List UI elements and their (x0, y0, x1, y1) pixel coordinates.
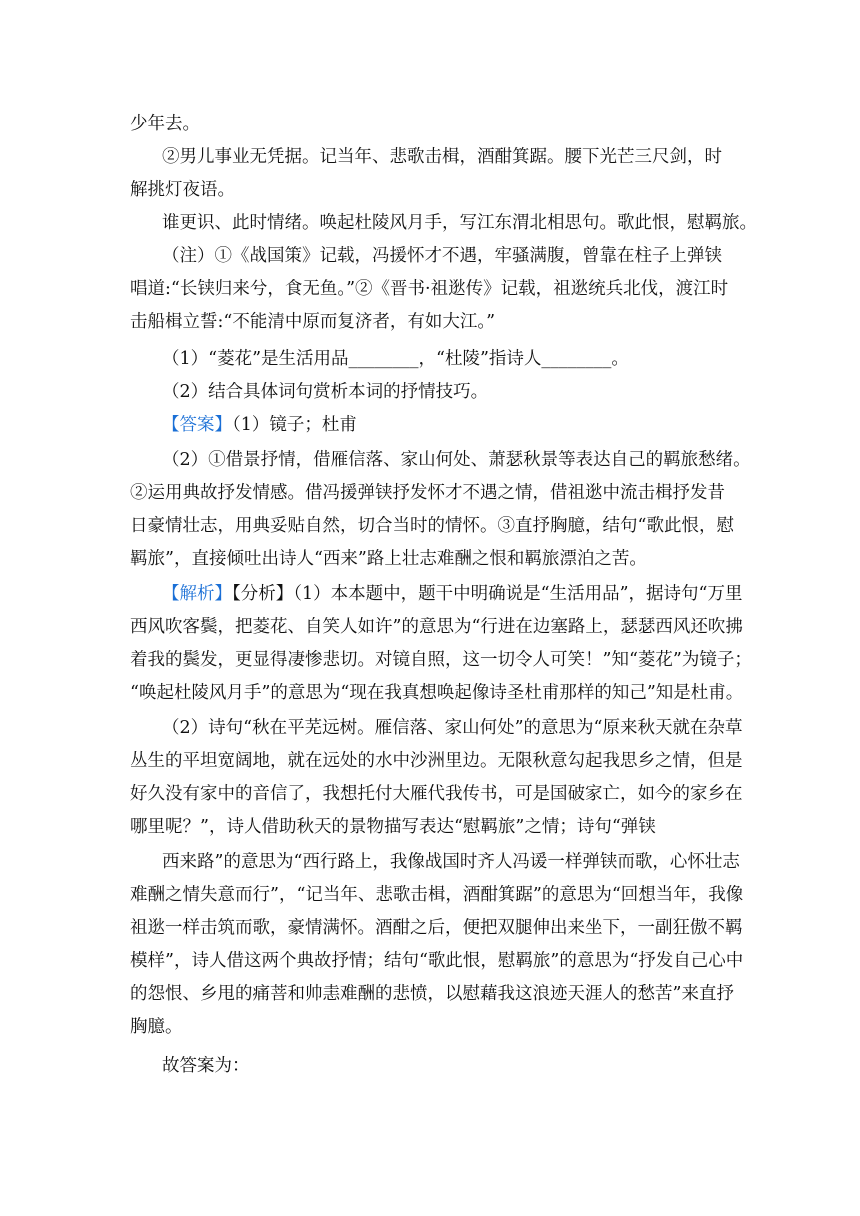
analysis-line: 西来路”的意思为“西行路上，我像战国时齐人冯谖一样弹铗而歌，心怀壮志 (162, 852, 740, 872)
analysis-line: 好久没有家中的音信了，我想托付大雁代我传书，可是国破家亡，如今的家乡在 (130, 784, 743, 804)
answer-line: ②运用典故抒发情感。借冯援弹铗抒发怀才不遇之情，借祖逖中流击楫抒发昔 (130, 483, 725, 503)
conclusion-line: 故答案为： (162, 1056, 250, 1076)
answer-line (162, 413, 357, 437)
analysis-line: 胸臆。 (130, 1017, 183, 1037)
analysis-line: 祖逖一样击筑而歌，豪情满怀。酒酣之后，便把双腿伸出来坐下，一副狂傲不羁 (130, 918, 743, 938)
text-line: ②男儿事业无凭据。记当年、悲歌击楫，酒酣箕踞。腰下光芒三尺剑，时 (162, 147, 722, 167)
note-line: 唱道:“长铗归来兮，食无鱼。”②《晋书·祖逖传》记载，祖逖统兵北伐，渡江时 (130, 279, 729, 299)
answer-line: 日豪情壮志，用典妥贴自然，切合当时的情怀。③直抒胸臆，结句“歌此恨，慰 (130, 516, 734, 536)
analysis-line: “唤起杜陵风月手”的意思为“现在我真想唤起像诗圣杜甫那样的知己”知是杜甫。 (130, 683, 744, 703)
analysis-line (162, 582, 742, 606)
analysis-line: 西风吹客鬓，把菱花、自笑人如许”的意思为“行进在边塞路上，瑟瑟西风还吹拂 (130, 617, 743, 637)
text-line: 解挑灯夜语。 (130, 180, 235, 200)
analysis-line: 哪里呢？”，诗人借助秋天的景物描写表达“慰羁旅”之情；诗句“弹铗 (130, 817, 656, 837)
analysis-line: 难酬之情失意而行”，“记当年、悲歌击楫，酒酣箕踞”的意思为“回想当年，我像 (130, 885, 744, 905)
text-line: 少年去。 (130, 114, 200, 134)
answer-text: （1）镜子；杜甫 (232, 415, 357, 435)
note-line: （注）①《战国策》记载，冯援怀才不遇，牢骚满腹，曾靠在柱子上弹铗 (162, 246, 722, 266)
analysis-line: 着我的鬓发，更显得凄惨悲切。对镜自照，这一切令人可笑！”知“菱花”为镜子； (130, 650, 752, 670)
analysis-line: 丛生的平坦宽阔地，就在远处的水中沙洲里边。无限秋意勾起我思乡之情，但是 (130, 751, 743, 771)
analysis-line: 的怨恨、乡甩的痛菩和帅恚难酬的悲愤，以慰藉我这浪迹天涯人的愁苦”来直抒 (130, 984, 734, 1004)
question-line: （1）“菱花”是生活用品________，“杜陵”指诗人________。 (162, 349, 629, 369)
analysis-text: 【分析】（1）本本题中，题干中明确说是“生活用品”，据诗句“万里 (232, 584, 743, 604)
text-line: 谁更识、此时情绪。唤起杜陵风月手，写江东渭北相思句。歌此恨，慰羁旅。 (162, 213, 757, 233)
analysis-line: （2）诗句“秋在平芜远树。雁信落、家山何处”的意思为“原来秋天就在杂草 (162, 718, 743, 738)
answer-line: （2）①借景抒情，借雁信落、家山何处、萧瑟秋景等表达自己的羁旅愁绪。 (162, 450, 751, 470)
analysis-tag: 【解析】 (162, 584, 232, 604)
question-line: （2）结合具体词句赏析本词的抒情技巧。 (162, 382, 489, 402)
answer-tag: 【答案】 (162, 415, 232, 435)
answer-line: 羁旅”，直接倾吐出诗人“西来”路上壮志难酬之恨和羁旅漂泊之苦。 (130, 549, 647, 569)
note-line: 击船楫立誓:“不能清中原而复济者，有如大江。” (130, 312, 496, 332)
analysis-line: 模样”，诗人借这两个典故抒情；结句“歌此恨，慰羁旅”的意思为“抒发自己心中 (130, 951, 744, 971)
